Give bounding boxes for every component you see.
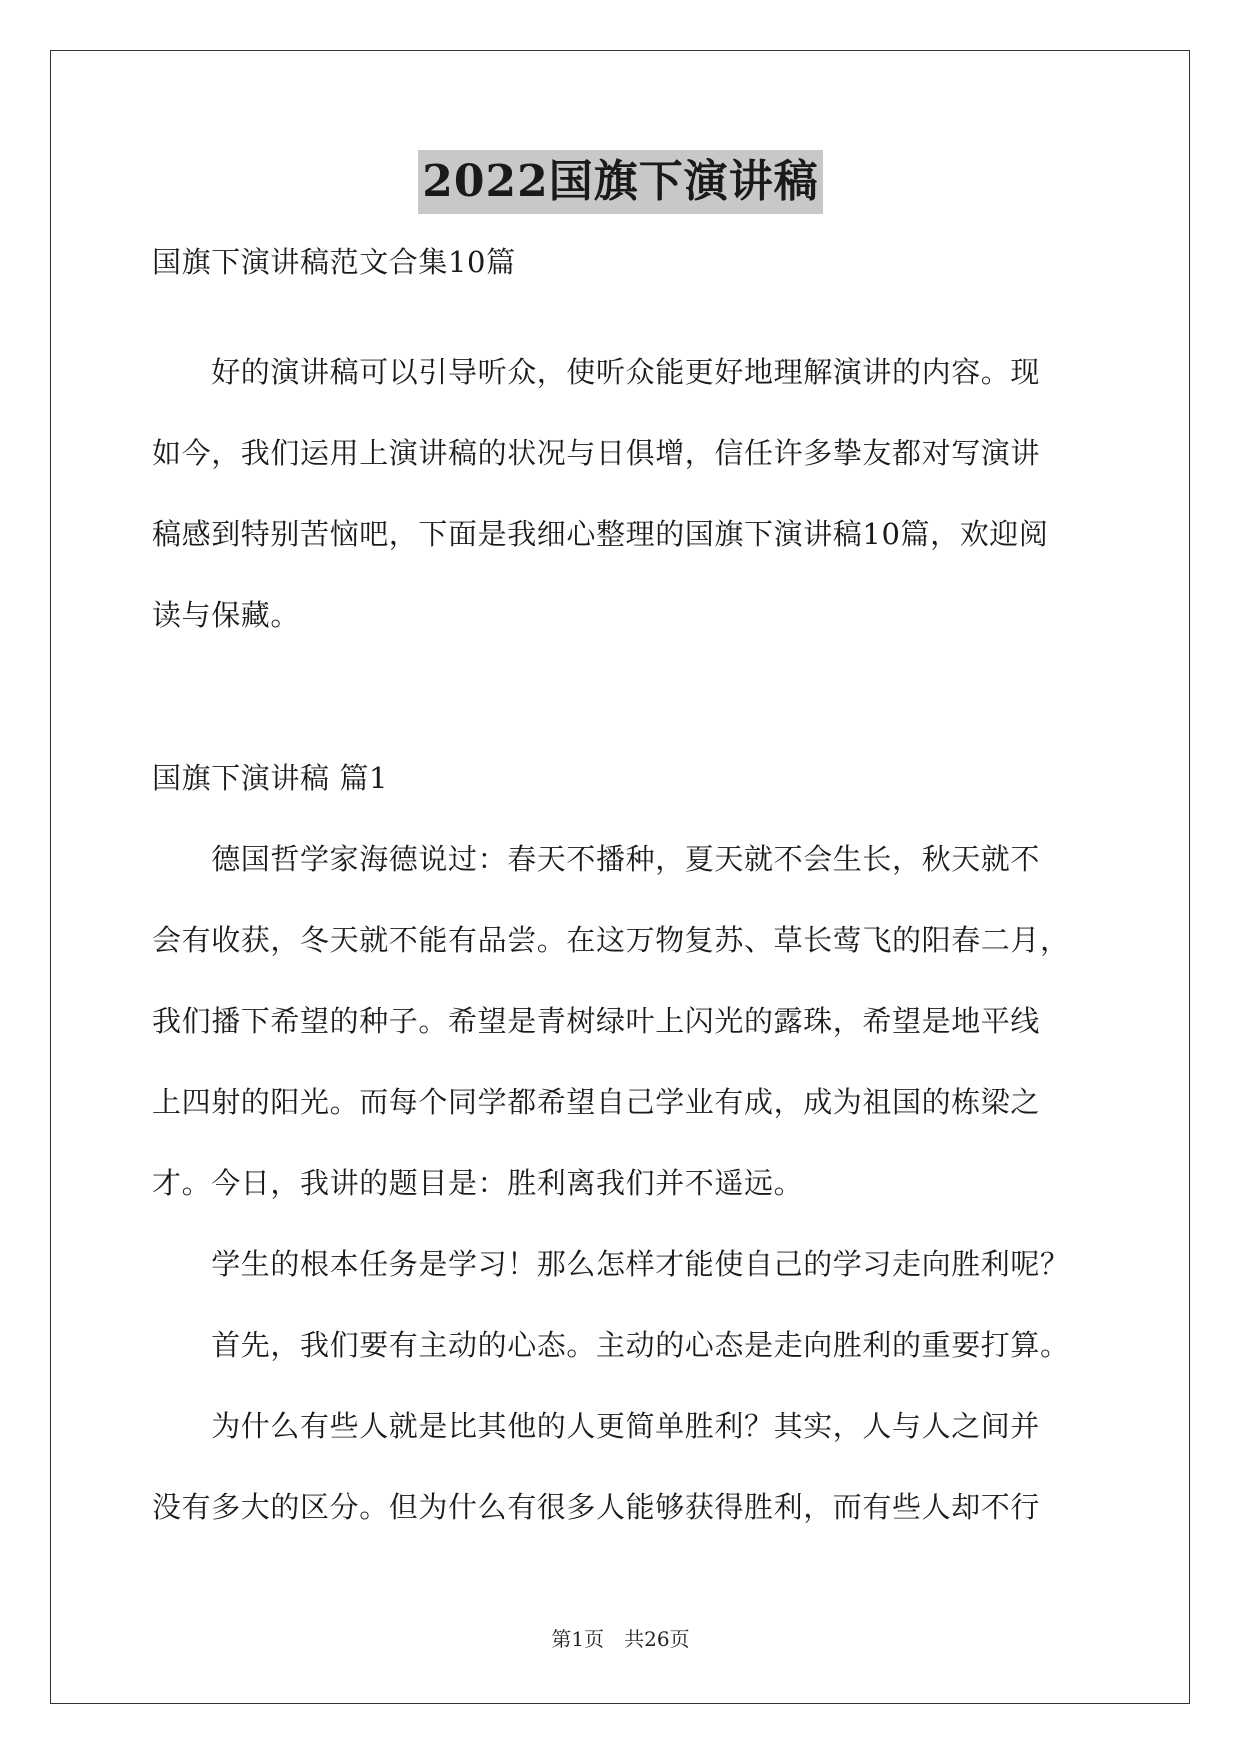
document-title: 2022国旗下演讲稿 (418, 150, 822, 214)
body-paragraph-line: 首先，我们要有主动的心态。主动的心态是走向胜利的重要打算。 (152, 1328, 1070, 1362)
document-subtitle: 国旗下演讲稿范文合集10篇 (152, 245, 516, 279)
body-paragraph-line: 为什么有些人就是比其他的人更简单胜利？其实，人与人之间并 (152, 1409, 1041, 1443)
body-paragraph-line: 没有多大的区分。但为什么有很多人能够获得胜利，而有些人却不行 (152, 1490, 1041, 1524)
intro-paragraph-line: 稿感到特别苦恼吧，下面是我细心整理的国旗下演讲稿10篇，欢迎阅 (152, 517, 1049, 551)
body-paragraph-line: 会有收获，冬天就不能有品尝。在这万物复苏、草长莺飞的阳春二月， (152, 923, 1070, 957)
title-container (0, 150, 1241, 214)
body-paragraph-line: 我们播下希望的种子。希望是青树绿叶上闪光的露珠，希望是地平线 (152, 1004, 1041, 1038)
page-number-footer: 第1页 共26页 (551, 1627, 690, 1651)
intro-paragraph-line: 如今，我们运用上演讲稿的状况与日俱增，信任许多挚友都对写演讲 (152, 436, 1041, 470)
section-heading: 国旗下演讲稿 篇1 (152, 761, 389, 795)
body-paragraph-line: 才。今日，我讲的题目是：胜利离我们并不遥远。 (152, 1166, 804, 1200)
body-paragraph-line: 学生的根本任务是学习！那么怎样才能使自己的学习走向胜利呢？ (152, 1247, 1070, 1281)
intro-paragraph-line: 好的演讲稿可以引导听众，使听众能更好地理解演讲的内容。现 (152, 355, 1041, 389)
body-paragraph-line: 上四射的阳光。而每个同学都希望自己学业有成，成为祖国的栋梁之 (152, 1085, 1041, 1119)
body-paragraph-line: 德国哲学家海德说过：春天不播种，夏天就不会生长，秋天就不 (152, 842, 1041, 876)
intro-paragraph-line: 读与保藏。 (152, 598, 301, 632)
